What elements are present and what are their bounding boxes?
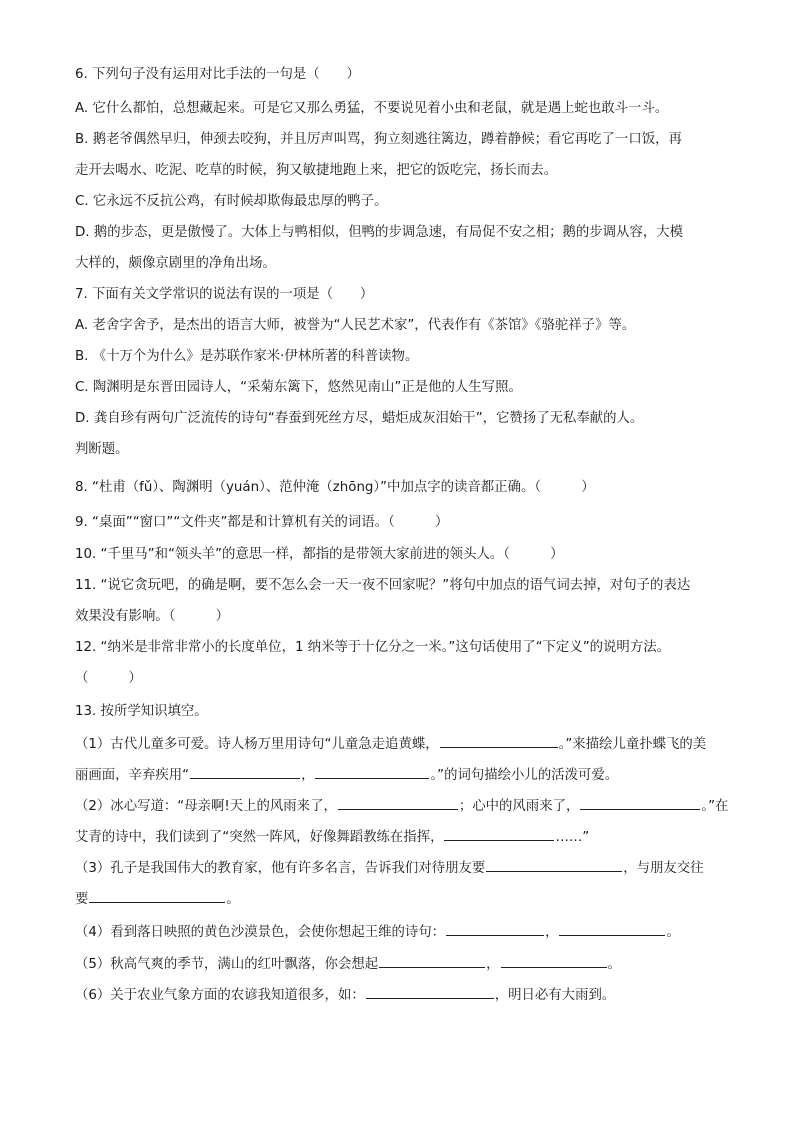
- q6-option-b-line1: B. 鹅老爷偶然早归，伸颈去咬狗，并且厉声叫骂，狗立刻逃往篱边，蹲着静候；看它再吃了一口饭，再: [75, 132, 682, 147]
- q8-text: 8. “杜甫（fǔ）、陶渊明（yuán）、范仲淹（zhōng）”中加点字的读音都正确。（ ）: [75, 480, 595, 495]
- q13-stem: 13. 按所学知识填空。: [75, 704, 208, 719]
- q11-line2: 效果没有影响。（ ）: [75, 609, 229, 624]
- q6-option-c: C. 它永远不反抗公鸡，有时候却欺侮最忠厚的鸭子。: [75, 194, 388, 209]
- q12-line2: （ ）: [75, 671, 142, 686]
- fill-blank[interactable]: [446, 922, 544, 936]
- q13-part2-line2: 艾青的诗中，我们读到了“突然一阵风，好像舞蹈教练在指挥， ……”: [75, 827, 589, 847]
- q7-option-c: C. 陶渊明是东晋田园诗人，“采菊东篱下，悠然见南山”正是他的人生写照。: [75, 380, 522, 395]
- section-judge-heading: 判断题。: [75, 442, 129, 457]
- q12-line1: 12. “纳米是非常非常小的长度单位，1 纳米等于十亿分之一米。”这句话使用了“下定义”的说明方法。: [75, 640, 670, 655]
- fill-blank[interactable]: [580, 796, 700, 810]
- q9-text: 9. “桌面”“窗口”“文件夹”都是和计算机有关的词语。（ ）: [75, 515, 449, 530]
- q13-part5: （5）秋高气爽的季节，满山的红叶飘落，你会想起 ， 。: [75, 954, 621, 974]
- q7-option-d: D. 龚自珍有两句广泛流传的诗句“春蚕到死丝方尽，蜡炬成灰泪始干”，它赞扬了无私奉献的人。: [75, 411, 644, 426]
- fill-blank[interactable]: [440, 734, 558, 748]
- fill-blank[interactable]: [379, 954, 485, 968]
- q7-option-a: A. 老舍字舍予，是杰出的语言大师，被誉为“人民艺术家”，代表作有《茶馆》《骆驼祥子》等。: [75, 318, 636, 333]
- q7-stem: 7. 下面有关文学常识的说法有误的一项是（ ）: [75, 287, 374, 302]
- fill-blank[interactable]: [190, 765, 300, 779]
- fill-blank[interactable]: [338, 796, 458, 810]
- q6-option-d-line1: D. 鹅的步态，更是傲慢了。大体上与鸭相似，但鸭的步调急速，有局促不安之相；鹅的步调从容，大模: [75, 225, 684, 240]
- fill-blank[interactable]: [89, 889, 225, 903]
- q6-option-b-line2: 走开去喝水、吃泥、吃草的时候，狗又敏捷地跑上来，把它的饭吃完，扬长而去。: [75, 163, 558, 178]
- q6-stem: 6. 下列句子没有运用对比手法的一句是（ ）: [75, 67, 360, 82]
- q13-part3-line2: 要 。: [75, 889, 240, 909]
- fill-blank[interactable]: [444, 827, 554, 841]
- q13-part2-line1: （2）冰心写道：“母亲啊!天上的风雨来了， ；心中的风雨来了， 。”在: [75, 796, 728, 816]
- q13-part4: （4）看到落日映照的黄色沙漠景色，会使你想起王维的诗句： ， 。: [75, 922, 680, 942]
- q11-line1: 11. “说它贪玩吧，的确是啊，要不怎么会一天一夜不回家呢？”将句中加点的语气词去掉，对句子的表达: [75, 578, 691, 593]
- fill-blank[interactable]: [486, 858, 622, 872]
- fill-blank[interactable]: [501, 954, 607, 968]
- fill-blank[interactable]: [366, 985, 494, 999]
- fill-blank[interactable]: [559, 922, 665, 936]
- q13-part1-line2: 丽画面，辛弃疾用“ ， 。”的词句描绘小儿的活泼可爱。: [75, 765, 618, 785]
- q6-option-a: A. 它什么都怕，总想藏起来。可是它又那么勇猛，不要说见着小虫和老鼠，就是遇上蛇也敢斗一斗。: [75, 101, 669, 116]
- fill-blank[interactable]: [315, 765, 429, 779]
- q7-option-b: B. 《十万个为什么》是苏联作家米·伊林所著的科普读物。: [75, 349, 419, 364]
- q13-part3-line1: （3）孔子是我国伟大的教育家，他有许多名言，告诉我们对待朋友要 ，与朋友交往: [75, 858, 704, 878]
- q13-part6: （6）关于农业气象方面的农谚我知道很多，如： ，明日必有大雨到。: [75, 985, 615, 1005]
- q6-option-d-line2: 大样的，颇像京剧里的净角出场。: [75, 256, 276, 271]
- q13-part1-line1: （1）古代儿童多可爱。诗人杨万里用诗句“儿童急走追黄蝶， 。”来描绘儿童扑蝶飞的美: [75, 734, 706, 754]
- q10-text: 10. “千里马”和“领头羊”的意思一样，都指的是带领大家前进的领头人。（ ）: [75, 547, 564, 562]
